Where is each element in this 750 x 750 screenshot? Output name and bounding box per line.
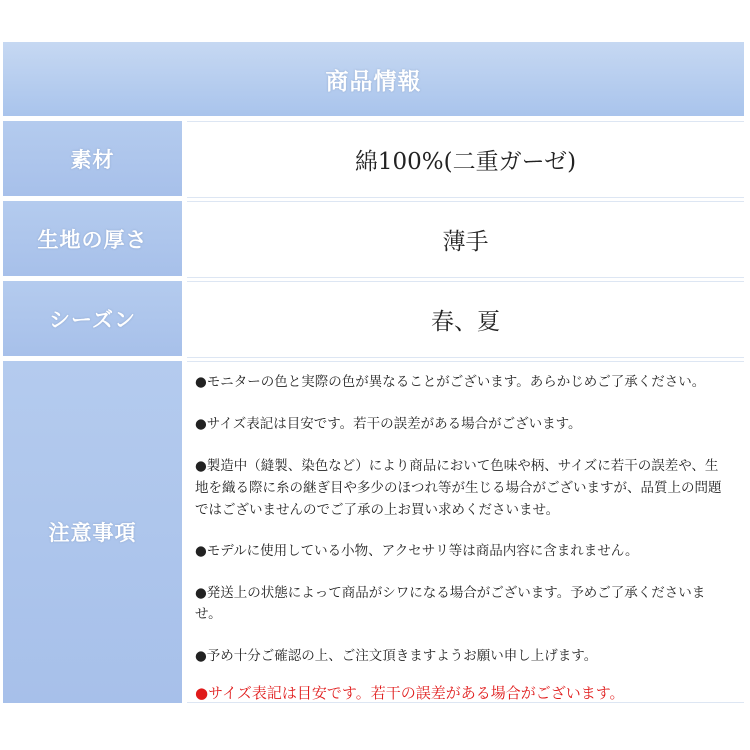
bullet-icon: ● bbox=[195, 647, 207, 664]
header-title: 商品情報 bbox=[325, 67, 422, 95]
note-text: 予め十分ご確認の上、ご注文頂きますようお願い申し上げます。 bbox=[206, 647, 598, 664]
warning-text: サイズ表記は目安です。若干の誤差がある場合がございます。 bbox=[208, 684, 625, 702]
note-item bbox=[195, 372, 705, 394]
note-text: モニターの色と実際の色が異なることがございます。あらかじめご了承ください。 bbox=[206, 374, 706, 390]
fabric-thickness-label: 生地の厚さ bbox=[3, 201, 182, 276]
material-label: 素材 bbox=[3, 121, 182, 196]
note-item bbox=[195, 414, 582, 436]
fabric-thickness-value: 薄手 bbox=[187, 201, 744, 278]
row-notes bbox=[3, 361, 744, 703]
note-item bbox=[195, 646, 597, 668]
note-item bbox=[195, 541, 639, 563]
warning-note bbox=[195, 683, 625, 705]
product-info-table bbox=[3, 42, 744, 703]
notes-label: 注意事項 bbox=[3, 361, 182, 703]
material-value: 綿100%(二重ガーゼ) bbox=[187, 121, 744, 198]
notes-list bbox=[187, 361, 744, 703]
bullet-icon: ● bbox=[195, 374, 207, 390]
row-season bbox=[3, 281, 744, 356]
bullet-icon: ● bbox=[195, 458, 207, 474]
note-text: 製造中（縫製、染色など）により商品において色味や柄、サイズに若干の誤差や、生地を織る際に糸の継ぎ目や多少のほつれ等が生じる場合がございますが、品質上の問題ではございませんのでご了承の上お買い求めくださいませ。 bbox=[195, 458, 722, 518]
bullet-icon: ● bbox=[195, 584, 207, 601]
row-material bbox=[3, 121, 744, 196]
note-item bbox=[195, 583, 730, 626]
row-fabric-thickness bbox=[3, 201, 744, 276]
note-text: サイズ表記は目安です。若干の誤差がある場合がございます。 bbox=[206, 415, 582, 432]
bullet-icon: ● bbox=[195, 415, 207, 432]
bullet-icon: ● bbox=[195, 684, 209, 702]
table-header bbox=[3, 42, 744, 116]
bullet-icon: ● bbox=[195, 543, 207, 559]
note-text: モデルに使用している小物、アクセサリ等は商品内容に含まれません。 bbox=[206, 543, 639, 559]
season-label: シーズン bbox=[3, 281, 182, 356]
note-text: 発送上の状態によって商品がシワになる場合がございます。予めご了承くださいませ。 bbox=[195, 584, 706, 622]
note-item bbox=[195, 455, 730, 521]
season-value: 春、夏 bbox=[187, 281, 744, 358]
